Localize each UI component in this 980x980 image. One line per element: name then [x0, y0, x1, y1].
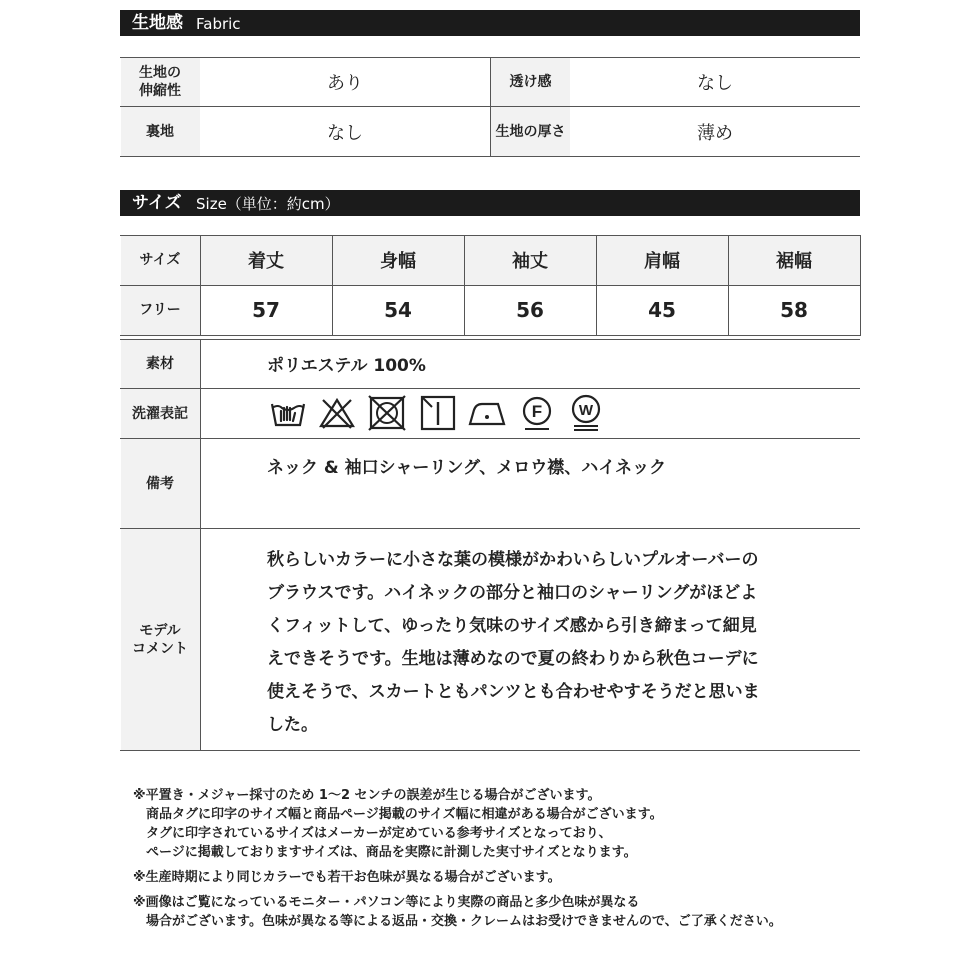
- size-header-en: Size（単位：約cm）: [196, 195, 340, 213]
- size-value-shoulder: 45: [648, 298, 676, 322]
- remarks-value: ネック & 袖口シャーリング、メロウ襟、ハイネック: [267, 458, 667, 478]
- size-col-header-shoulder: 肩幅: [644, 251, 680, 272]
- svg-text:F: F: [531, 402, 543, 421]
- comment-line: 使えそうで、スカートともパンツとも合わせやすそうだと思いま: [267, 682, 760, 702]
- note-line: ※画像はご覧になっているモニター・パソコン等により実際の商品と多少色味が異なる: [133, 895, 640, 910]
- size-col-header-length: 着丈: [248, 251, 284, 272]
- size-col-header-size: サイズ: [139, 252, 181, 268]
- wet-clean-w-icon: [569, 394, 603, 432]
- note-line: タグに印字されているサイズはメーカーが定めている参考サイズとなっており、: [133, 826, 612, 841]
- material-value: ポリエステル 100%: [267, 356, 426, 376]
- comment-line: した。: [267, 715, 318, 735]
- fabric-header-jp: 生地感: [132, 13, 183, 33]
- size-section-header: [120, 190, 860, 216]
- fabric-thickness-label: 生地の厚さ: [495, 123, 566, 140]
- comment-line: 秋らしいカラーに小さな葉の模様がかわいらしいプルオーバーの: [267, 550, 759, 570]
- size-col-header-sleeve: 袖丈: [512, 251, 548, 272]
- fabric-sheer-label: 透け感: [509, 74, 552, 90]
- fabric-section-header: [120, 10, 860, 36]
- dry-clean-f-icon: [520, 395, 554, 431]
- fabric-lining-label: 裏地: [146, 123, 174, 140]
- model-comment-label: モデル コメント: [132, 622, 188, 657]
- fabric-thickness-value: 薄め: [697, 122, 733, 144]
- size-value-sleeve: 56: [516, 298, 544, 322]
- remarks-label: 備考: [146, 475, 174, 492]
- svg-text:W: W: [578, 402, 594, 419]
- note-line: ※生産時期により同じカラーでも若干お色味が異なる場合がございます。: [133, 870, 561, 885]
- care-label: 洗濯表記: [132, 405, 188, 422]
- size-header-jp: サイズ: [132, 193, 182, 213]
- size-value-width: 54: [384, 298, 412, 322]
- size-value-length: 57: [252, 298, 280, 322]
- hand-wash-icon: [270, 396, 306, 430]
- no-bleach-icon: [319, 396, 355, 430]
- line-dry-shade-icon: [420, 395, 456, 431]
- model-comment-text: [267, 544, 827, 742]
- comment-line: えできそうです。生地は薄めなので夏の終わりから秋色コーデに: [267, 649, 759, 669]
- note-line: 商品タグに印字のサイズ幅と商品ページ掲載のサイズ幅に相違がある場合がございます。: [133, 807, 663, 822]
- notes: [133, 786, 853, 931]
- fabric-sheer-value: なし: [697, 73, 733, 94]
- fabric-lining-value: なし: [327, 122, 363, 144]
- fabric-stretch-label: 生地の 伸縮性: [139, 65, 181, 99]
- fabric-header-en: Fabric: [196, 15, 241, 33]
- size-col-header-hem: 裾幅: [776, 251, 812, 272]
- iron-low-icon: [468, 398, 508, 428]
- comment-line: ブラウスです。ハイネックの部分と袖口のシャーリングがほどよ: [267, 583, 758, 603]
- no-tumble-dry-icon: [368, 395, 406, 431]
- size-col-header-width: 身幅: [380, 251, 416, 272]
- note-line: ページに掲載しておりますサイズは、商品を実際に計測した実寸サイズとなります。: [133, 845, 637, 860]
- note-line: 場合がございます。色味が異なる等による返品・交換・クレームはお受けできませんので、ご了承ください。: [133, 914, 782, 929]
- size-row-label: フリー: [139, 302, 181, 318]
- comment-line: くフィットして、ゆったり気味のサイズ感から引き締まって細見: [267, 616, 757, 636]
- fabric-stretch-value: あり: [327, 73, 363, 94]
- note-line: ※平置き・メジャー採寸のため 1〜2 センチの誤差が生じる場合がございます。: [133, 788, 601, 803]
- material-label: 素材: [146, 356, 174, 372]
- size-value-hem: 58: [780, 298, 808, 322]
